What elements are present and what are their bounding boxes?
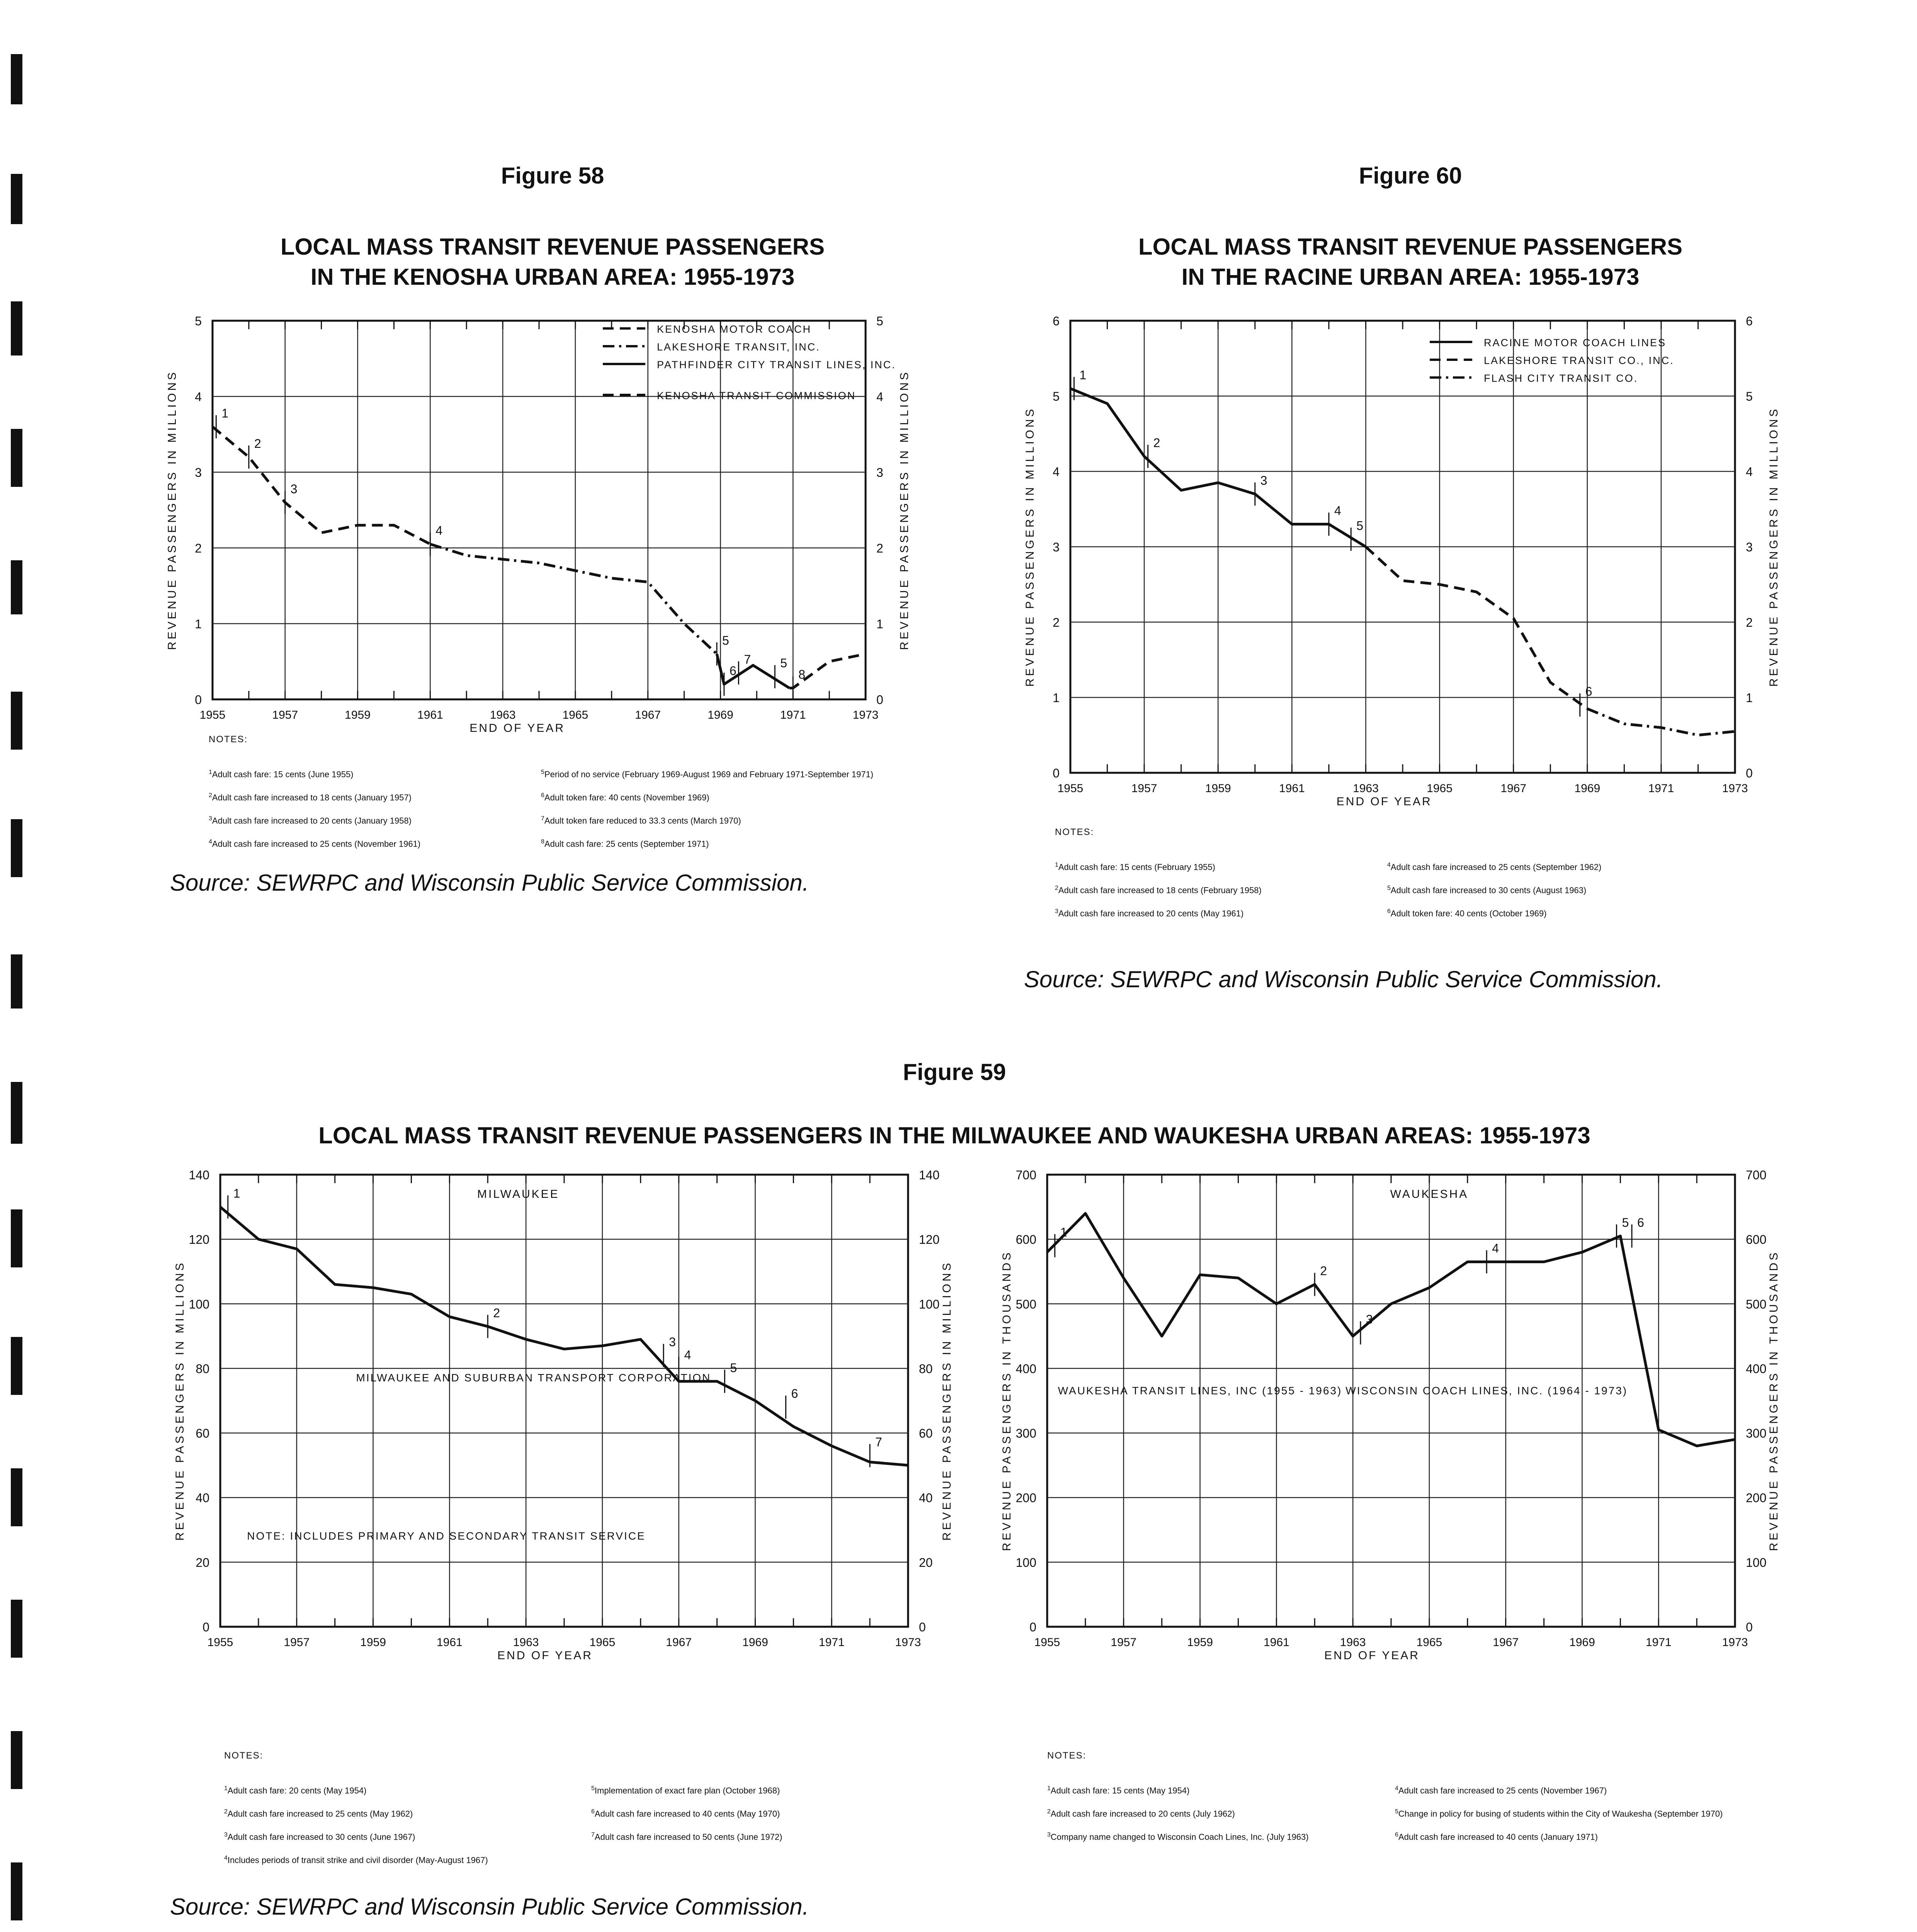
y-tick-label: 0 [195, 693, 202, 707]
note-item: $^3$Company name changed to Wisconsin Coach Lines, Inc. (July 1963) [1047, 1832, 1309, 1842]
fare-change-label: 3 [1366, 1312, 1373, 1327]
notes-heading: NOTES: [1047, 1750, 1087, 1761]
y-tick-label-right: 700 [1746, 1168, 1767, 1182]
margin-mark [11, 301, 22, 355]
fare-change-label: 4 [684, 1348, 691, 1362]
waukesha-chart [978, 1159, 1808, 1719]
y-tick-label: 5 [1053, 389, 1060, 403]
x-tick-label: 1969 [742, 1636, 768, 1649]
fare-change-label: 5 [722, 633, 729, 648]
margin-mark [11, 1862, 22, 1920]
y-axis-label: REVENUE PASSENGERS IN MILLIONS [166, 370, 179, 650]
y-tick-label-right: 300 [1746, 1426, 1767, 1440]
legend-label: LAKESHORE TRANSIT CO., INC. [1484, 355, 1674, 366]
y-tick-label-right: 80 [919, 1362, 933, 1376]
note-item: $^3$Adult cash fare increased to 20 cents (May 1961) [1055, 908, 1244, 918]
x-axis-label: END OF YEAR [1336, 795, 1432, 808]
y-tick-label: 1 [1053, 691, 1060, 705]
y-tick-label-right: 400 [1746, 1362, 1767, 1376]
fare-change-label: 3 [1260, 473, 1267, 488]
note-item: $^5$Adult cash fare increased to 30 cents (August 1963) [1387, 885, 1587, 895]
y-tick-label: 4 [195, 390, 202, 404]
y-tick-label-right: 20 [919, 1555, 933, 1570]
fare-change-label: 6 [729, 663, 737, 678]
y-tick-label: 0 [1029, 1620, 1036, 1634]
fare-change-label: 1 [1060, 1225, 1067, 1239]
margin-mark [11, 692, 22, 750]
fare-change-label: 5 [780, 656, 788, 670]
y-tick-label-right: 5 [1746, 389, 1753, 403]
fare-change-label: 3 [669, 1335, 676, 1349]
note-item: $^6$Adult token fare: 40 cents (November 1969) [541, 792, 709, 803]
fare-change-label: 5 [730, 1361, 737, 1375]
margin-mark [11, 54, 22, 104]
y-tick-label: 20 [196, 1555, 209, 1570]
margin-mark [11, 1337, 22, 1395]
fare-change-label: 7 [744, 652, 751, 667]
y-tick-label: 80 [196, 1362, 209, 1376]
y-tick-label: 400 [1015, 1362, 1036, 1376]
x-tick-label: 1957 [1131, 782, 1157, 795]
note-item: $^4$Adult cash fare increased to 25 cents (September 1962) [1387, 862, 1602, 872]
fare-change-label: 4 [1492, 1241, 1499, 1255]
x-tick-label: 1961 [1279, 782, 1305, 795]
figure-60-notes [1055, 827, 1789, 943]
x-tick-label: 1957 [1111, 1636, 1137, 1649]
x-axis-label: END OF YEAR [1324, 1649, 1420, 1662]
figure-59-label: Figure 59 [903, 1059, 1006, 1085]
series-line [1366, 547, 1587, 709]
plot-frame [220, 1175, 908, 1627]
series-title: MILWAUKEE [477, 1188, 560, 1201]
fare-change-label: 1 [221, 406, 229, 420]
x-tick-label: 1957 [284, 1636, 310, 1649]
y-tick-label-right: 600 [1746, 1233, 1767, 1247]
y-tick-label: 200 [1015, 1491, 1036, 1505]
legend-label: KENOSHA MOTOR COACH [657, 323, 812, 335]
x-tick-label: 1963 [1340, 1636, 1366, 1649]
figure-60-title-line1: LOCAL MASS TRANSIT REVENUE PASSENGERS [1138, 234, 1682, 260]
y-tick-label-right: 6 [1746, 314, 1753, 328]
series-line [1047, 1213, 1735, 1446]
fare-change-label: 2 [1153, 436, 1160, 450]
y-axis-label: REVENUE PASSENGERS IN THOUSANDS [1000, 1250, 1013, 1551]
y-tick-label-right: 40 [919, 1491, 933, 1505]
x-tick-label: 1961 [436, 1636, 463, 1649]
figure-58-label: Figure 58 [501, 163, 604, 189]
legend-label: PATHFINDER CITY TRANSIT LINES, INC. [657, 359, 896, 371]
note-item: $^3$Adult cash fare increased to 20 cents (January 1958) [209, 815, 412, 826]
x-tick-label: 1963 [513, 1636, 539, 1649]
x-tick-label: 1961 [1263, 1636, 1289, 1649]
note-annotation: NOTE: INCLUDES PRIMARY AND SECONDARY TRANSIT SERVICE [247, 1530, 646, 1542]
y-tick-label: 140 [189, 1168, 209, 1182]
figure-60-title-line2: IN THE RACINE URBAN AREA: 1955-1973 [1181, 264, 1640, 290]
y-tick-label-right: 5 [876, 314, 883, 328]
series-annotation: MILWAUKEE AND SUBURBAN TRANSPORT CORPORATION [356, 1371, 711, 1384]
fare-change-label: 1 [233, 1186, 240, 1201]
note-item: $^7$Adult token fare reduced to 33.3 cents (March 1970) [541, 815, 741, 826]
figure-58-notes [209, 734, 943, 869]
x-tick-label: 1971 [780, 709, 806, 721]
fare-change-label: 4 [435, 524, 443, 538]
x-tick-label: 1955 [207, 1636, 233, 1649]
y-tick-label-right: 100 [919, 1297, 940, 1311]
legend-label: RACINE MOTOR COACH LINES [1484, 337, 1667, 349]
y-tick-label: 40 [196, 1491, 209, 1505]
note-item: $^2$Adult cash fare increased to 18 cents (February 1958) [1055, 885, 1262, 895]
fare-change-label: 5 [1356, 519, 1364, 533]
note-item: $^4$Adult cash fare increased to 25 cents (November 1961) [209, 838, 421, 849]
x-tick-label: 1971 [818, 1636, 845, 1649]
y-tick-label: 3 [195, 466, 202, 480]
note-item: $^4$Includes periods of transit strike and civil disorder (May-August 1967) [224, 1855, 488, 1865]
series-line [717, 654, 789, 688]
y-tick-label-right: 3 [876, 466, 883, 480]
note-item: $^8$Adult cash fare: 25 cents (September 1971) [541, 838, 709, 849]
y-tick-label-right: 0 [1746, 1620, 1753, 1634]
y-tick-label-right: 0 [919, 1620, 926, 1634]
y-axis-label-right: REVENUE PASSENGERS IN MILLIONS [898, 370, 911, 650]
x-tick-label: 1955 [1057, 782, 1084, 795]
y-tick-label: 0 [1053, 766, 1060, 780]
figure-58-title-line2: IN THE KENOSHA URBAN AREA: 1955-1973 [310, 264, 795, 290]
note-item: $^1$Adult cash fare: 15 cents (February 1955) [1055, 862, 1215, 872]
legend-label: LAKESHORE TRANSIT, INC. [657, 341, 820, 353]
y-tick-label-right: 140 [919, 1168, 940, 1182]
fare-change-label: 6 [1637, 1215, 1644, 1230]
x-tick-label: 1969 [708, 709, 733, 721]
x-tick-label: 1963 [490, 709, 516, 721]
margin-mark [11, 954, 22, 1009]
y-tick-label: 2 [1053, 616, 1060, 629]
y-tick-label: 100 [189, 1297, 209, 1311]
y-tick-label-right: 500 [1746, 1297, 1767, 1311]
x-tick-label: 1959 [345, 709, 371, 721]
margin-mark [11, 1600, 22, 1658]
series-line [220, 1207, 908, 1466]
fare-change-label: 2 [493, 1306, 500, 1320]
margin-mark [11, 174, 22, 224]
note-item: $^5$Implementation of exact fare plan (October 1968) [591, 1785, 780, 1796]
plot-frame [213, 321, 866, 699]
fare-change-label: 4 [1334, 503, 1341, 518]
x-tick-label: 1971 [1645, 1636, 1672, 1649]
y-tick-label-right: 2 [1746, 616, 1753, 629]
fare-change-label: 2 [254, 436, 261, 451]
fare-change-label: 1 [1079, 368, 1087, 382]
margin-mark [11, 1731, 22, 1789]
notes-heading: NOTES: [224, 1750, 264, 1761]
y-tick-label-right: 120 [919, 1233, 940, 1247]
x-tick-label: 1963 [1353, 782, 1379, 795]
y-tick-label: 120 [189, 1233, 209, 1247]
figure-58-title-line1: LOCAL MASS TRANSIT REVENUE PASSENGERS [281, 234, 825, 260]
y-tick-label-right: 60 [919, 1426, 933, 1440]
x-tick-label: 1967 [635, 709, 661, 721]
margin-mark [11, 1468, 22, 1526]
x-tick-label: 1965 [562, 709, 589, 721]
x-tick-label: 1973 [1722, 782, 1748, 795]
x-tick-label: 1967 [1493, 1636, 1519, 1649]
note-item: $^5$Period of no service (February 1969-August 1969 and February 1971-September 1971) [541, 769, 874, 779]
y-tick-label-right: 1 [1746, 691, 1753, 705]
fare-change-label: 7 [875, 1435, 882, 1449]
x-tick-label: 1959 [360, 1636, 386, 1649]
x-tick-label: 1965 [1416, 1636, 1442, 1649]
note-item: $^2$Adult cash fare increased to 25 cents (May 1962) [224, 1808, 413, 1819]
y-tick-label-right: 1 [876, 617, 883, 631]
note-item: $^1$Adult cash fare: 15 cents (May 1954) [1047, 1785, 1190, 1796]
fare-change-label: 8 [798, 667, 806, 682]
y-tick-label: 2 [195, 541, 202, 555]
note-item: $^6$Adult token fare: 40 cents (October 1969) [1387, 908, 1547, 918]
fare-change-label: 2 [1320, 1264, 1327, 1278]
note-item: $^5$Change in policy for busing of students within the City of Waukesha (September 1970) [1395, 1808, 1723, 1819]
y-tick-label-right: 4 [1746, 465, 1753, 479]
y-tick-label: 500 [1015, 1297, 1036, 1311]
y-tick-label: 60 [196, 1426, 209, 1440]
figure-59-milwaukee-notes [224, 1750, 958, 1889]
figure-59-source: Source: SEWRPC and Wisconsin Public Service Commission. [170, 1894, 809, 1920]
y-tick-label: 100 [1015, 1555, 1036, 1570]
y-tick-label-right: 2 [876, 541, 883, 555]
note-item: $^1$Adult cash fare: 15 cents (June 1955) [209, 769, 354, 779]
figure-60-source: Source: SEWRPC and Wisconsin Public Service Commission. [1024, 966, 1663, 992]
y-axis-label-right: REVENUE PASSENGERS IN MILLIONS [941, 1260, 953, 1541]
note-item: $^2$Adult cash fare increased to 18 cents (January 1957) [209, 792, 412, 803]
note-item: $^2$Adult cash fare increased to 20 cents (July 1962) [1047, 1808, 1235, 1819]
racine-chart [989, 305, 1812, 831]
legend-label: FLASH CITY TRANSIT CO. [1484, 372, 1638, 384]
note-item: $^3$Adult cash fare increased to 30 cents (June 1967) [224, 1832, 415, 1842]
x-axis-label: END OF YEAR [469, 722, 565, 735]
y-axis-label: REVENUE PASSENGERS IN MILLIONS [1024, 406, 1036, 687]
x-tick-label: 1959 [1205, 782, 1231, 795]
y-axis-label-right: REVENUE PASSENGERS IN THOUSANDS [1767, 1250, 1780, 1551]
series-line [213, 427, 430, 544]
y-tick-label-right: 100 [1746, 1555, 1767, 1570]
fare-change-label: 5 [1622, 1215, 1629, 1230]
y-tick-label: 600 [1015, 1233, 1036, 1247]
y-tick-label: 3 [1053, 540, 1060, 554]
margin-mark [11, 560, 22, 614]
note-item: $^6$Adult cash fare increased to 40 cents (May 1970) [591, 1808, 780, 1819]
kenosha-chart [151, 305, 935, 750]
x-tick-label: 1973 [852, 709, 879, 721]
series-annotation: WISCONSIN COACH LINES, INC. (1964 - 1973) [1345, 1384, 1628, 1397]
notes-heading: NOTES: [1055, 827, 1094, 837]
x-tick-label: 1967 [1500, 782, 1527, 795]
x-tick-label: 1955 [1034, 1636, 1060, 1649]
series-title: WAUKESHA [1390, 1188, 1469, 1201]
y-tick-label: 0 [202, 1620, 209, 1634]
x-tick-label: 1965 [1427, 782, 1453, 795]
margin-mark [11, 429, 22, 487]
figure-59-waukesha-notes [1047, 1750, 1820, 1866]
y-axis-label-right: REVENUE PASSENGERS IN MILLIONS [1767, 406, 1780, 687]
figure-60-label: Figure 60 [1359, 163, 1462, 189]
y-tick-label-right: 200 [1746, 1491, 1767, 1505]
y-axis-label: REVENUE PASSENGERS IN MILLIONS [173, 1260, 186, 1541]
fare-change-label: 3 [290, 482, 298, 496]
x-tick-label: 1961 [417, 709, 443, 721]
y-tick-label: 5 [195, 314, 202, 328]
y-tick-label: 4 [1053, 465, 1060, 479]
x-tick-label: 1969 [1574, 782, 1601, 795]
figure-59-title: LOCAL MASS TRANSIT REVENUE PASSENGERS IN THE MILWAUKEE AND WAUKESHA URBAN AREAS: 1955-1973 [318, 1122, 1590, 1148]
series-annotation: WAUKESHA TRANSIT LINES, INC (1955 - 1963) [1058, 1384, 1342, 1397]
margin-mark [11, 819, 22, 877]
note-item: $^7$Adult cash fare increased to 50 cents (June 1972) [591, 1832, 782, 1842]
margin-mark [11, 1082, 22, 1144]
series-line [430, 544, 717, 654]
y-tick-label: 1 [195, 617, 202, 631]
x-tick-label: 1973 [1722, 1636, 1748, 1649]
note-item: $^1$Adult cash fare: 20 cents (May 1954) [224, 1785, 367, 1796]
y-tick-label-right: 0 [1746, 766, 1753, 780]
x-tick-label: 1969 [1569, 1636, 1595, 1649]
x-tick-label: 1965 [589, 1636, 616, 1649]
margin-mark [11, 1209, 22, 1267]
y-tick-label: 6 [1053, 314, 1060, 328]
figure-58-title [166, 232, 939, 292]
fare-change-label: 6 [791, 1386, 798, 1401]
y-tick-label-right: 3 [1746, 540, 1753, 554]
x-tick-label: 1973 [895, 1636, 921, 1649]
x-tick-label: 1959 [1187, 1636, 1213, 1649]
y-tick-label-right: 4 [876, 390, 883, 404]
fare-change-label: 6 [1585, 684, 1592, 699]
legend-label: KENOSHA TRANSIT COMMISSION [657, 390, 856, 401]
milwaukee-chart [162, 1159, 974, 1719]
figure-58-source: Source: SEWRPC and Wisconsin Public Service Commission. [170, 870, 809, 896]
figure-60-title [1024, 232, 1797, 292]
notes-heading: NOTES: [209, 734, 248, 745]
y-tick-label: 300 [1015, 1426, 1036, 1440]
x-axis-label: END OF YEAR [497, 1649, 593, 1662]
y-tick-label-right: 0 [876, 693, 883, 707]
note-item: $^6$Adult cash fare increased to 40 cents (January 1971) [1395, 1832, 1598, 1842]
note-item: $^4$Adult cash fare increased to 25 cents (November 1967) [1395, 1785, 1607, 1796]
x-tick-label: 1967 [666, 1636, 692, 1649]
x-tick-label: 1971 [1648, 782, 1674, 795]
x-tick-label: 1957 [272, 709, 298, 721]
x-tick-label: 1955 [199, 709, 226, 721]
y-tick-label: 700 [1015, 1168, 1036, 1182]
